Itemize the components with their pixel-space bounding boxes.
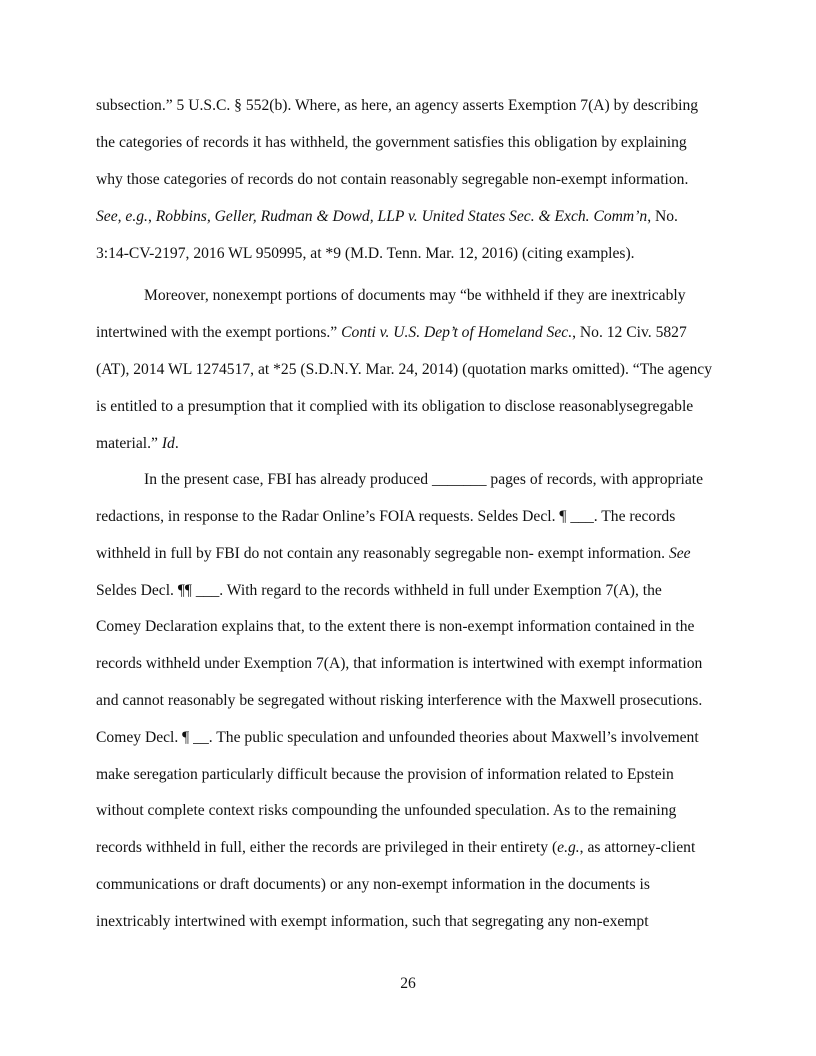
text-line: is entitled to a presumption that it complied with its obligation to disclose reasonablysegregable	[96, 398, 694, 415]
page-number: 26	[400, 975, 416, 992]
text-line: intertwined with the exempt portions.” Conti v. U.S. Dep’t of Homeland Sec., No. 12 Civ. 5827	[96, 324, 687, 341]
text-line: Comey Decl. ¶ __. The public speculation and unfounded theories about Maxwell’s involvement	[96, 729, 699, 746]
text-line: why those categories of records do not contain reasonably segregable non-exempt information.	[96, 171, 689, 188]
text-line: the categories of records it has withheld, the government satisfies this obligation by explaining	[96, 134, 687, 151]
text-line: Comey Declaration explains that, to the extent there is non-exempt information contained in the	[96, 618, 695, 635]
text-line: redactions, in response to the Radar Online’s FOIA requests. Seldes Decl. ¶ ___. The records	[96, 508, 676, 525]
text-line: inextricably intertwined with exempt information, such that segregating any non-exempt	[96, 913, 649, 930]
text-line: subsection.” 5 U.S.C. § 552(b). Where, as here, an agency asserts Exemption 7(A) by describing	[96, 97, 699, 114]
text-line: records withheld in full, either the records are privileged in their entirety (e.g., as attorney-client	[96, 839, 696, 856]
text-line: Moreover, nonexempt portions of documents may “be withheld if they are inextricably	[144, 287, 686, 304]
text-line: and cannot reasonably be segregated without risking interference with the Maxwell prosecutions.	[96, 692, 703, 709]
text-line: material.” Id.	[96, 435, 179, 452]
text-line: without complete context risks compounding the unfounded speculation. As to the remaining	[96, 802, 677, 819]
text-line: records withheld under Exemption 7(A), that information is intertwined with exempt information	[96, 655, 703, 672]
text-line: See, e.g., Robbins, Geller, Rudman & Dowd, LLP v. United States Sec. & Exch. Comm’n, No.	[96, 208, 678, 225]
text-line: Seldes Decl. ¶¶ ___. With regard to the records withheld in full under Exemption 7(A), the	[96, 582, 662, 599]
text-line: withheld in full by FBI do not contain any reasonably segregable non- exempt information. See	[96, 545, 691, 562]
text-line: (AT), 2014 WL 1274517, at *25 (S.D.N.Y. Mar. 24, 2014) (quotation marks omitted). “The agency	[96, 361, 712, 378]
text-line: make seregation particularly difficult because the provision of information related to Epstein	[96, 766, 674, 783]
text-line: 3:14-CV-2197, 2016 WL 950995, at *9 (M.D. Tenn. Mar. 12, 2016) (citing examples).	[96, 245, 635, 262]
text-line: communications or draft documents) or any non-exempt information in the documents is	[96, 876, 650, 893]
text-line: In the present case, FBI has already produced _______ pages of records, with appropriate	[144, 471, 704, 488]
